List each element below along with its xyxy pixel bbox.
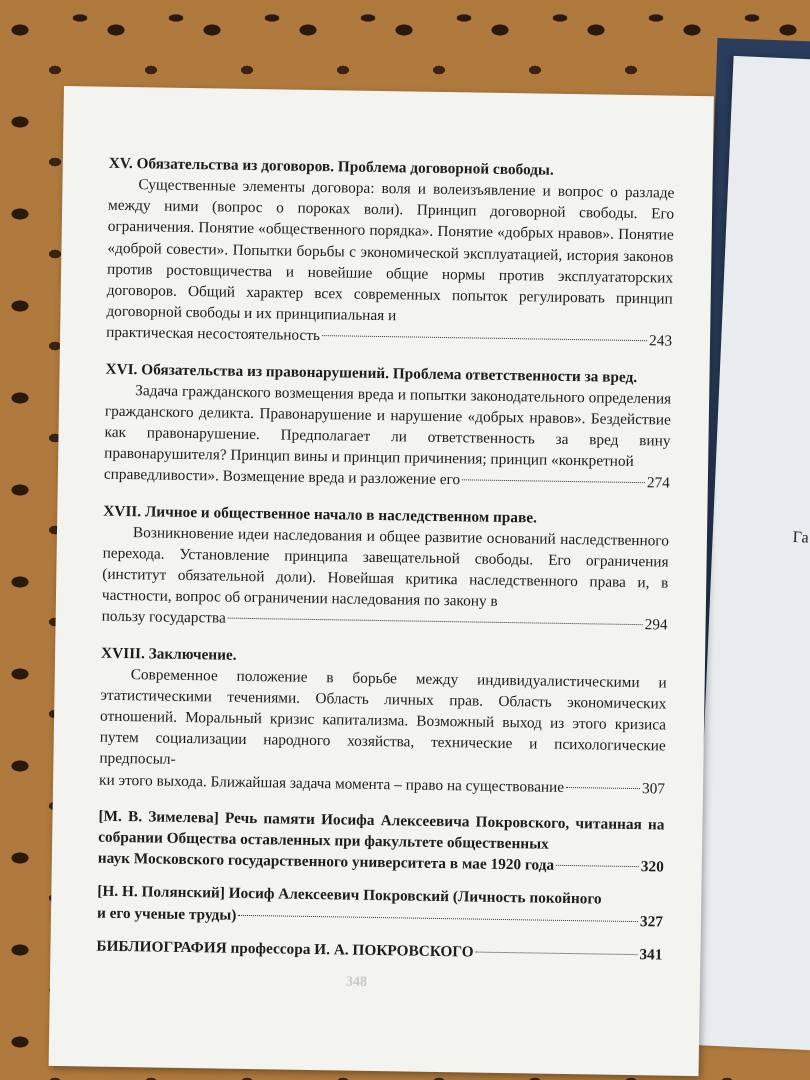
section-heading: XV. Обязательства из договоров. Проблема договорной свободы. (108, 154, 554, 179)
table-of-contents (96, 153, 675, 966)
toc-entry-line (96, 936, 662, 966)
dot-leader (462, 480, 645, 484)
folio-number: 348 (345, 974, 368, 990)
dot-leader (476, 951, 638, 955)
page-number: 341 (639, 946, 663, 964)
toc-addendum-zimeleva (98, 806, 665, 878)
section-description-end: пользу государства (101, 608, 226, 628)
toc-section-xvi (104, 358, 672, 494)
toc-section-xv (106, 153, 675, 352)
adjacent-page-text: Га (792, 528, 810, 547)
page-number: 243 (648, 332, 673, 351)
page-number: 320 (640, 858, 664, 876)
toc-bibliography (96, 936, 662, 966)
section-description: Задача гражданского возмещения вреда и попытки законодательного определения гражданского деликта. Правонарушение и нарушение «добрых нравов». Бездействие как правонарушение. Предполагает ли ответственность за вред вину правонарушителя? Принцип вины и принцип причинения; принцип «конкретной (104, 381, 672, 471)
bibliography-title: БИБЛИОГРАФИЯ профессора И. А. ПОКРОВСКОГО (96, 937, 474, 961)
section-description-end: практическая несостоятельность (105, 324, 321, 345)
page-number: 274 (646, 474, 670, 493)
toc-section-xviii (99, 642, 667, 799)
dot-leader (566, 787, 640, 789)
addendum-title: [М. В. Зимелева] Речь памяти Иосифа Алексеевича Покровского, читанная на собрании Общества оставленных при факультете общественных (98, 807, 665, 853)
addendum-title: [Н. Н. Полянский] Иосиф Алексеевич Покровский (Личность покойного (97, 883, 602, 909)
toc-section-xvii (102, 500, 670, 636)
section-description: Существенные элементы договора: воля и волеизъявление и вопрос о разладе между ними (вопрос о пороках воли). Принцип договорной свободы. Его ограничения. Понятие «общественного порядка». Понятие «добрых нравов». Понятие «доброй совести». Попытки борьбы с экономической эксплуатацией, история законов против ростовщичества и новейшие общие нормы против эксплуататорских договоров. Общий характер всех современных попыток регулировать принцип договорной свободы и их принципиальная и (106, 176, 675, 325)
dot-leader (322, 336, 647, 342)
section-description: Возникновение идеи наследования и общее развитие оснований наследственного перехода. Установление принципа завещательной свободы. Его ограничения (институт обязательной доли). Новейшая критика наследственного права и, в частности, вопрос об ограничении наследования по закону в (101, 523, 670, 611)
toc-addendum-polyansky (97, 881, 664, 932)
section-description-end: ки этого выхода. Ближайшая задача момента – право на существование (98, 771, 565, 796)
page-number: 294 (644, 616, 668, 634)
page-number: 327 (639, 912, 664, 931)
section-heading: XVIII. Заключение. (100, 644, 237, 664)
section-description: Современное положение в борьбе между индивидуалистическими и этатистическими течениями. Область личных прав. Область экономических отношений. Моральный кризис капитализма. Возможный выход из этого кризиса путем социализации народного хозяйства, технические и психологические предпосыл- (99, 665, 667, 769)
dot-leader (238, 915, 638, 922)
page-number: 307 (641, 779, 666, 798)
dot-leader (228, 618, 643, 626)
dot-leader (556, 865, 639, 867)
section-heading: XVII. Личное и общественное начало в наследственном праве. (103, 502, 538, 527)
section-heading: XVI. Обязательства из правонарушений. Проблема ответственности за вред. (105, 360, 638, 386)
addendum-title-end: наук Московского государственного университета в мае 1920 года (97, 849, 555, 875)
book-page (49, 86, 714, 1076)
section-description-end: справедливости». Возмещение вреда и разложение его (103, 466, 461, 489)
addendum-title-end: и его ученые труды) (96, 904, 237, 924)
